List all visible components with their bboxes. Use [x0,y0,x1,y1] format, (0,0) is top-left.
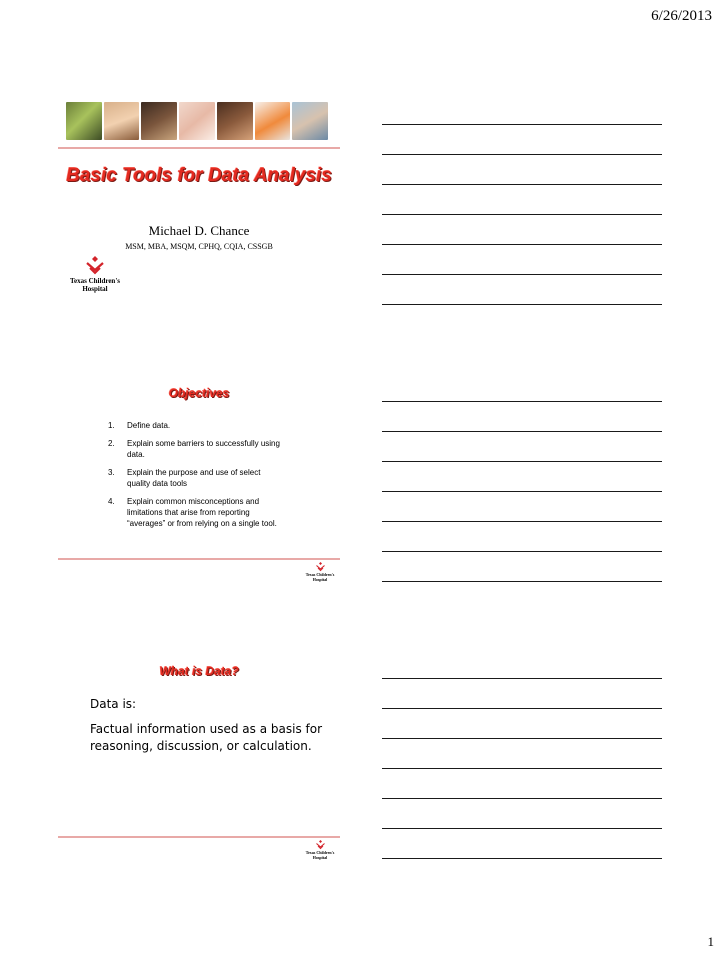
logo-line1: Texas Children's [70,277,120,285]
hospital-logo [302,562,338,582]
photo-child [255,102,291,140]
presenter-credentials: MSM, MBA, MSQM, CPHQ, CQIA, CSSGB [125,242,273,251]
list-item [102,438,282,460]
note-line [382,738,662,739]
note-line [382,678,662,679]
note-line [382,708,662,709]
note-line [382,581,662,582]
photo-child [179,102,215,140]
list-item [102,420,282,431]
notes-lines [382,401,662,611]
presenter-name: Michael D. Chance [148,223,250,238]
slide-objectives [58,374,340,588]
photo-child [217,102,253,140]
definition-text: Factual information used as a basis for reasoning, discussion, or calculation. [90,722,323,753]
note-line [382,461,662,462]
logo-line1: Texas Children's [305,850,335,855]
photo-strip [66,102,328,140]
note-line [382,431,662,432]
item-number: 2. [108,439,115,448]
note-line [382,828,662,829]
photo-child [141,102,177,140]
hospital-logo-icon [315,840,326,850]
item-number: 1. [108,421,115,430]
note-line [382,124,662,125]
note-line [382,521,662,522]
note-line [382,184,662,185]
note-line [382,274,662,275]
note-line [382,798,662,799]
objectives-list [102,420,282,536]
list-item [102,467,282,489]
notes-lines [382,124,662,334]
logo-line2: Hospital [82,285,108,293]
note-line [382,768,662,769]
notes-lines [382,678,662,888]
list-item [102,496,282,529]
footer-rule [58,558,340,560]
page-date: 6/26/2013 [651,8,712,24]
page-number: 1 [707,934,714,949]
hospital-logo [302,840,338,860]
hospital-logo-icon [315,562,326,572]
item-text: Explain common misconceptions and limitations that arise from reporting “averages” or from relying on a single tool. [127,497,277,528]
presentation-title: Basic Tools for Data Analysis [66,165,332,186]
slide-heading: What is Data? [159,664,239,678]
hospital-logo-icon [84,256,106,276]
note-line [382,154,662,155]
photo-child [66,102,102,140]
note-line [382,491,662,492]
item-text: Explain the purpose and use of select quality data tools [127,468,261,488]
footer-rule [58,836,340,838]
note-line [382,401,662,402]
logo-line1: Texas Children's [305,572,335,577]
item-text: Explain some barriers to successfully using data. [127,439,280,459]
slide-title [58,96,340,321]
item-number: 3. [108,468,115,477]
note-line [382,304,662,305]
note-line [382,858,662,859]
note-line [382,244,662,245]
photo-child [292,102,328,140]
slide-what-is-data [58,652,340,866]
logo-line2: Hospital [312,855,328,860]
item-text: Define data. [127,421,171,430]
item-number: 4. [108,497,115,506]
title-rule [58,147,340,149]
hospital-logo [64,256,126,293]
lead-text: Data is: [90,697,137,711]
logo-line2: Hospital [312,577,328,582]
note-line [382,551,662,552]
slide-heading: Objectives [168,386,230,400]
note-line [382,214,662,215]
photo-child [104,102,140,140]
